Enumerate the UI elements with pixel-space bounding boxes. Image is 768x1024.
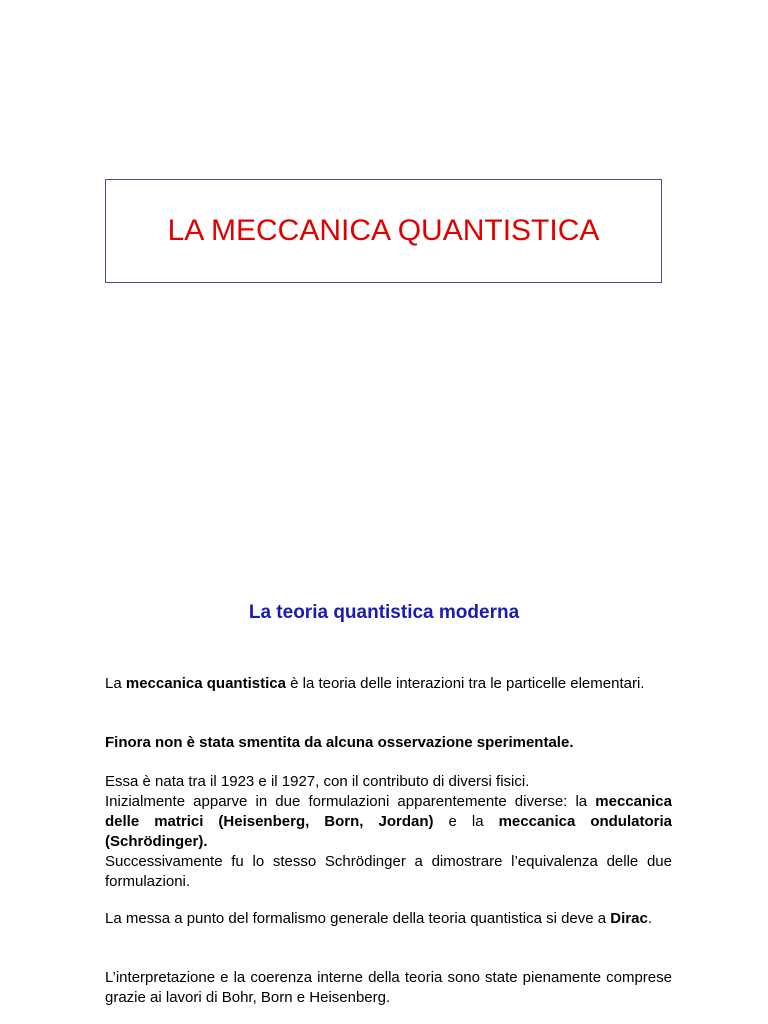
- p3-line1: Essa è nata tra il 1923 e il 1927, con il contributo di diversi fisici.: [105, 773, 530, 790]
- p4-bold-dirac: Dirac: [610, 910, 648, 927]
- p5-text-a: L’interpretazione e la coerenza interne della teoria sono state pienamente comprese grazie ai lavori di Bohr, Born e Heisenberg.: [105, 969, 672, 1006]
- p3-text-a: Inizialmente apparve in due formulazioni apparentemente diverse: la: [105, 793, 596, 810]
- p3-line3: Successivamente fu lo stesso Schrödinger a dimostrare l’equivalenza delle due formulazioni.: [105, 853, 672, 890]
- paragraph-interpretation: [105, 968, 672, 1008]
- p3-bold-matrices: meccanica delle matrici (Heisenberg, Born, Jordan): [105, 793, 672, 830]
- title-box: [105, 179, 662, 283]
- p1-text-c: è la teoria delle interazioni tra le particelle elementari.: [285, 675, 645, 692]
- p1-text-a: La: [105, 675, 126, 692]
- p2-bold-text: Finora non è stata smentita da alcuna osservazione sperimentale.: [105, 734, 574, 751]
- p4-text-c: .: [647, 910, 652, 927]
- p4-text-a: La messa a punto del formalismo generale della teoria quantistica si deve a: [105, 910, 611, 927]
- p1-bold-term: meccanica quantistica: [125, 675, 286, 692]
- paragraph-dirac: [105, 909, 672, 929]
- p3-bold-wave: meccanica ondulatoria (Schrödinger).: [105, 813, 672, 850]
- paragraph-definition: [105, 674, 672, 694]
- paragraph-validation: [105, 733, 672, 753]
- paragraph-history: [105, 772, 672, 892]
- page-title: LA MECCANICA QUANTISTICA: [167, 214, 600, 247]
- p3-text-c: e la: [433, 813, 499, 830]
- section-title: La teoria quantistica moderna: [248, 602, 520, 623]
